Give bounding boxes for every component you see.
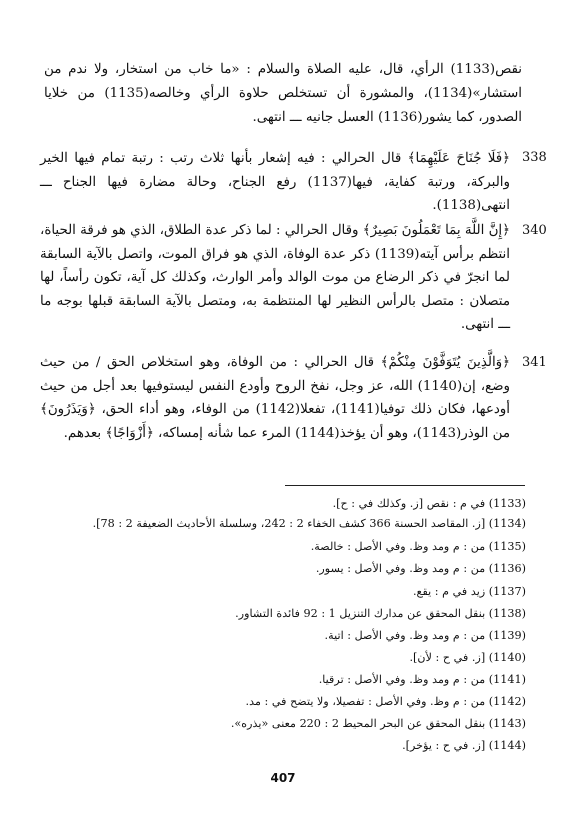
footnote-1143: (1143) بنقل المحقق عن البحر المحيط 2 : 220 معنى «يذره». — [230, 717, 526, 730]
footnote-1140: (1140) [ز. في ح : لأن]. — [409, 651, 526, 664]
footnote-1144: (1144) [ز. في ح : يؤخر]. — [402, 739, 526, 752]
footnote-1135: (1135) من : م ومد وظ. وفي الأصل : خالصة. — [310, 540, 526, 553]
section-338-text: ﴿فَلَا جُنَاحَ عَلَيْهِمَا﴾ قال الحرالي : فيه إشعار بأنها ثلاث رتب : رتبة تمام فيها الخير والبركة، ورتبة كفاية، فيها(1137) رفع الجناح، وحالة مضارة فيها الجناح ـــ انتهى(1138). — [40, 151, 510, 213]
intro-paragraph: نقص(1133) الرأي، قال، عليه الصلاة والسلام : «ما خاب من استخار، ولا ندم من استشار»(1134)، والمشورة أن تستخلص حلاوة الرأي وخالصه(1135) من خلايا الصدور، كما يشور(1136) العسل جانيه ـــ انتهى. — [44, 62, 522, 125]
section-number-338: 338 — [522, 150, 547, 165]
page-number: 407 — [270, 771, 296, 785]
footnote-divider — [285, 485, 525, 486]
footnote-1134: (1134) [ز. المقاصد الحسنة 366 كشف الخفاء 2 : 242، وسلسلة الأحاديث الضعيفة 2 : 78]. — [92, 517, 526, 530]
section-number-340: 340 — [522, 223, 547, 238]
footnote-1141: (1141) من : م ومد وظ. وفي الأصل : ترقيا. — [318, 673, 526, 686]
footnote-1137: (1137) زيد في م : يقع. — [412, 585, 526, 598]
footnote-1139: (1139) من : م ومد وظ. وفي الأصل : اتية. — [324, 629, 526, 642]
footnote-1138: (1138) بنقل المحقق عن مدارك التنزيل 1 : 92 فائدة التشاور. — [235, 607, 526, 620]
footnote-1133: (1133) في م : نقص [ز. وكذلك في : ح]. — [332, 497, 526, 510]
section-341-text: ﴿وَالَّذِينَ يُتَوَفَّوْنَ مِنْكُمْ﴾ قال الحرالي : من الوفاة، وهو استخلاص الحق / من حيث وضع، إن(1140) الله، عز وجل، نفخ الروح وأودع النفس ليستوفيها بعد أجل من حيث أودعها، فكان ذلك توفيا(1141)، تفعلا(1142) من الوفاء، وهو أداء الحق، ﴿وَيَذَرُونَ﴾ من الوذر(1143)، وهو أن يؤخذ(1144) المرء عما شأنه إمساكه، ﴿أَزْوَاجًا﴾ بعدهم. — [40, 355, 510, 441]
footnote-1142: (1142) من : م وظ. وفي الأصل : تفصيلا، ولا يتضح في : مد. — [245, 695, 526, 708]
section-340-text: ﴿إِنَّ اللَّهَ بِمَا تَعْمَلُونَ بَصِيرٌ﴾ وقال الحرالي : لما ذكر عدة الطلاق، الذي هو فرقة الحياة، انتظم برأس آيته(1139) ذكر عدة الوفاة، الذي هو فراق الموت، واتصل بالآية السابقة لما انجرّ في ذكر الرضاع من موت الوالد وأمر الوارث، وكذلك كل آية، تكون رأساً، لها متصلان : متصل بالرأس النظير لها المنتظمة به، ومتصل بالآية السابقة قبلها بوجه ما ـــ انتهى. — [40, 223, 510, 332]
footnote-1136: (1136) من : م ومد وظ. وفي الأصل : يسور. — [315, 562, 526, 575]
section-number-341: 341 — [522, 355, 547, 370]
